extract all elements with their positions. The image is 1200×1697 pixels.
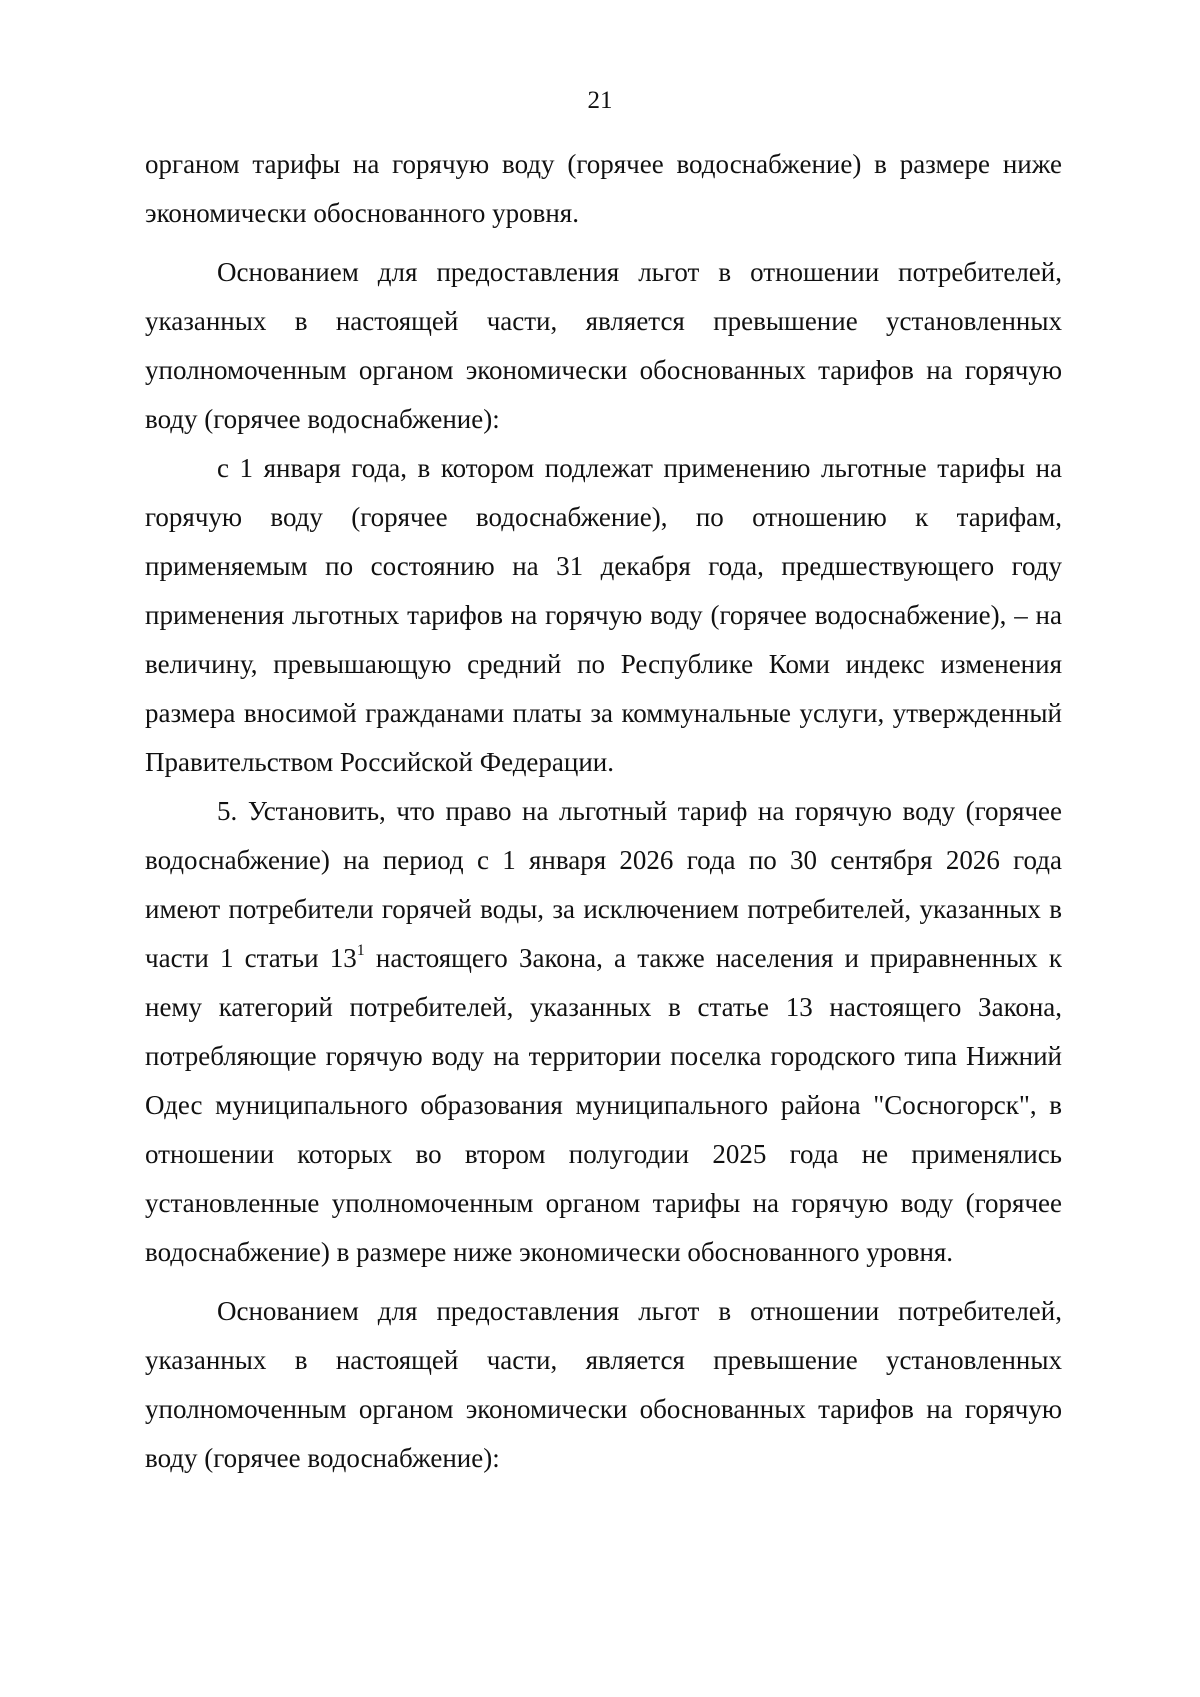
page-number: 21 — [587, 87, 613, 114]
paragraph-grounds-repeat: Основанием для предоставления льгот в отношении потребителей, указанных в настоящей части, является превышение установленных уполномоченным органом экономически обоснованных тарифов на горячую воду (горячее водоснабжение): — [145, 1296, 1062, 1473]
paragraph-grounds: Основанием для предоставления льгот в отношении потребителей, указанных в настоящей части, является превышение установленных уполномоченным органом экономически обоснованных тарифов на горячую воду (горячее водоснабжение): — [145, 257, 1062, 434]
document-body — [145, 140, 1062, 1483]
article-superscript: 1 — [356, 942, 365, 959]
item-5-text-start: 5. Установить, что право на льготный тариф на горячую воду (горячее водоснабжение) на период с 1 января 2026 года по 30 сентября 2026 года имеют потребители горячей воды, за исключением потребителей, указанных в части 1 статьи 13 — [145, 796, 1062, 973]
paragraph-continuation: органом тарифы на горячую воду (горячее водоснабжение) в размере ниже экономически обоснованного уровня. — [145, 149, 1062, 228]
item-5-text-end: настоящего Закона, а также населения и приравненных к нему категорий потребителей, указанных в статье 13 настоящего Закона, потребляющие горячую воду на территории поселка городского типа Нижний Одес муниципального образования муниципального района "Сосногорск", в отношении которых во втором полугодии 2025 года не применялись установленные уполномоченным органом тарифы на горячую воду (горячее водоснабжение) в размере ниже экономически обоснованного уровня. — [145, 943, 1062, 1267]
paragraph-from-january: с 1 января года, в котором подлежат применению льготные тарифы на горячую воду (горячее водоснабжение), по отношению к тарифам, применяемым по состоянию на 31 декабря года, предшествующего году применения льготных тарифов на горячую воду (горячее водоснабжение), – на величину, превышающую средний по Республике Коми индекс изменения размера вносимой гражданами платы за коммунальные услуги, утвержденный Правительством Российской Федерации. — [145, 453, 1062, 777]
paragraph-item-5 — [145, 787, 1062, 1277]
